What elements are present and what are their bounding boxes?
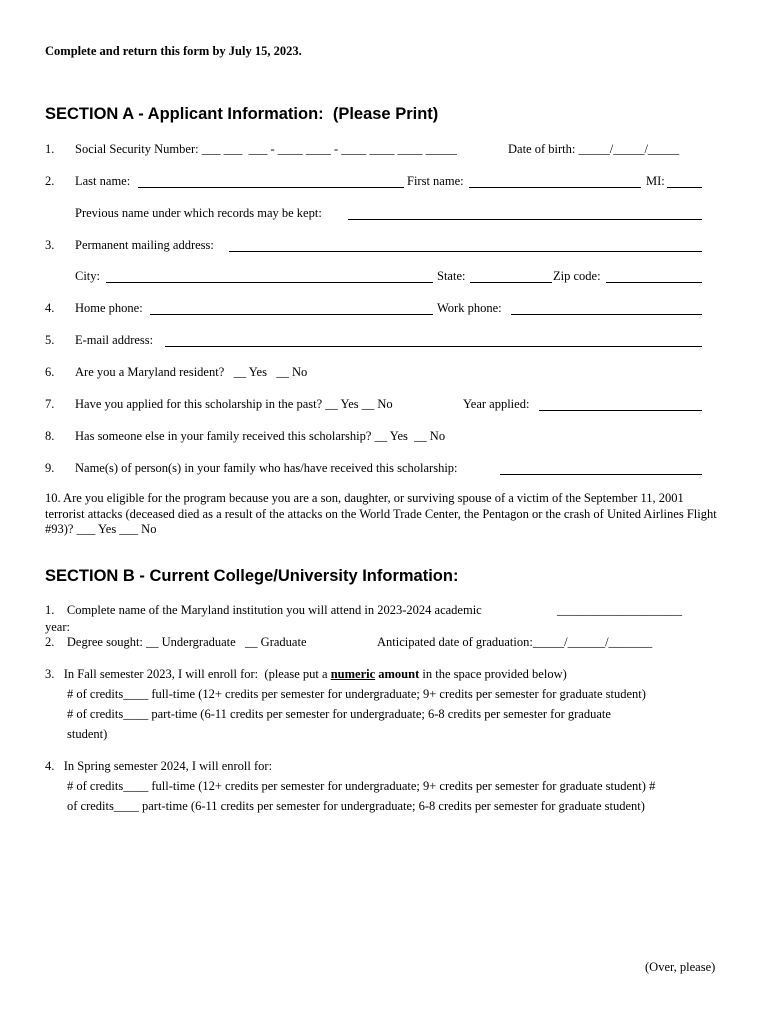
ssn-field[interactable]: Social Security Number: ___ ___ ___ - ____ ____ - ____ ____ ____ _____ [75,142,457,156]
mi-field[interactable] [667,187,702,188]
zip-label: Zip code: [553,269,601,283]
year-applied-label: Year applied: [463,397,530,411]
home-phone-field[interactable] [150,314,433,315]
fall-parttime-credits-cont: student) [67,727,108,741]
degree-sought-question[interactable]: 2. Degree sought: __ Undergraduate __ Graduate [45,635,307,649]
institution-field[interactable]: ____________________ [557,603,682,617]
item-number: 4. [45,301,55,315]
zip-field[interactable] [606,282,702,283]
item-number: 3. [45,238,55,252]
section-a-title: SECTION A - Applicant Information: (Please Print) [45,105,439,123]
mailing-address-field[interactable] [229,251,702,252]
institution-year-label: year: [45,620,70,634]
item-number: 8. [45,429,55,443]
email-label: E-mail address: [75,333,154,347]
maryland-resident-question[interactable]: Are you a Maryland resident? __ Yes __ No [75,365,308,379]
previous-name-label: Previous name under which records may be kept: [75,206,322,220]
work-phone-label: Work phone: [437,301,502,315]
fall-enroll-question: 3. In Fall semester 2023, I will enroll for: (please put a numeric amount in the space provided below) [45,667,567,681]
graduation-date-field[interactable]: Anticipated date of graduation:_____/______/_______ [377,635,653,649]
fall-parttime-credits[interactable]: # of credits____ part-time (6-11 credits per semester for undergraduate; 6-8 credits per semester for graduate [67,707,611,721]
institution-question: 1. Complete name of the Maryland institution you will attend in 2023-2024 academic [45,603,482,617]
item-number: 2. [45,174,55,188]
email-field[interactable] [165,346,702,347]
spring-fulltime-credits[interactable]: # of credits____ full-time (12+ credits per semester for undergraduate; 9+ credits per semester for graduate student) # [67,779,656,793]
section-b-title: SECTION B - Current College/University Information: [45,567,459,585]
mi-label: MI: [646,174,665,188]
item-number: 6. [45,365,55,379]
spring-parttime-credits[interactable]: of credits____ part-time (6-11 credits per semester for undergraduate; 6-8 credits per semester for graduate student) [67,799,645,813]
work-phone-field[interactable] [511,314,702,315]
mailing-address-label: Permanent mailing address: [75,238,214,252]
fall-fulltime-credits[interactable]: # of credits____ full-time (12+ credits per semester for undergraduate; 9+ credits per semester for graduate student) [67,687,646,701]
family-names-label: Name(s) of person(s) in your family who has/have received this scholarship: [75,461,458,475]
item-number: 1. [45,142,55,156]
applied-before-question[interactable]: Have you applied for this scholarship in the past? __ Yes __ No [75,397,393,411]
spring-enroll-question: 4. In Spring semester 2024, I will enroll for: [45,759,273,773]
first-name-label: First name: [407,174,464,188]
item-number: 9. [45,461,55,475]
item-number: 5. [45,333,55,347]
family-names-field[interactable] [500,474,702,475]
family-received-question[interactable]: Has someone else in your family received this scholarship? __ Yes __ No [75,429,446,443]
state-field[interactable] [470,282,552,283]
state-label: State: [437,269,466,283]
city-field[interactable] [106,282,433,283]
item-number: 7. [45,397,55,411]
home-phone-label: Home phone: [75,301,143,315]
numeric-emphasis: numeric [330,667,376,681]
year-applied-field[interactable] [539,410,702,411]
last-name-field[interactable] [138,187,404,188]
last-name-label: Last name: [75,174,131,188]
city-label: City: [75,269,101,283]
september-11-question[interactable]: 10. Are you eligible for the program because you are a son, daughter, or surviving spouse of a victim of the September 11, 2001 terrorist attacks (deceased died as a result of the attacks on the World Trade Center, the Pentagon or the crash of United Airlines Flight #93)? ___ Yes ___ No [45,491,717,536]
dob-field[interactable]: Date of birth: _____/_____/_____ [508,142,680,156]
over-please-note: (Over, please) [645,960,716,974]
first-name-field[interactable] [469,187,641,188]
deadline-note: Complete and return this form by July 15, 2023. [45,44,302,58]
previous-name-field[interactable] [348,219,702,220]
